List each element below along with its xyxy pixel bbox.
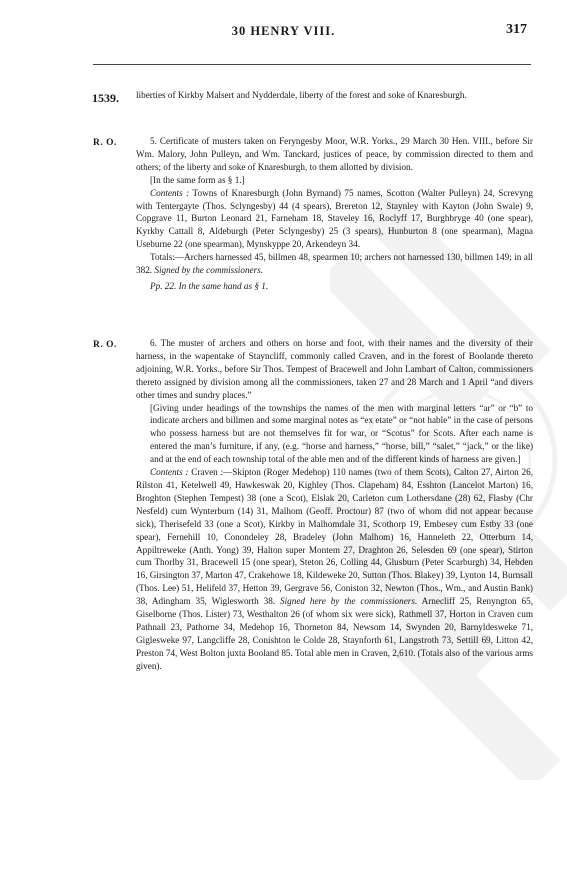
running-head-title: 30 HENRY VIII. bbox=[231, 24, 336, 38]
entry6-editorial-note: [Giving under headings of the townships the names of the men with marginal letters “ar” or “b” to indicate archers and billmen and some marginal notes as “ex etate” or “not hable” in the case of persons who possess harness but are not themselves fit for war, or “Scotus” for Scots. After each name is entered the man’s furniture, if any, (e.g. “horse and harness,” “horse, bill,” “salet,” “jack,” or the like) and at the end of each township total of the able men and of the different kinds of harness are given.] bbox=[150, 402, 533, 465]
year-label: 1539. bbox=[92, 91, 119, 105]
entry6-record-office-ref: R. O. bbox=[93, 340, 117, 350]
entry5-pages-note: Pp. 22. In the same hand as § 1. bbox=[150, 280, 269, 291]
entry6-heading: 6. The muster of archers and others on horse and foot, with their names and the diversity of their harness, in the wapentake of Stayncliff, commonly called Craven, and in the forest of Boolande thereto adjoining, W.R. Yorks., before Sir Thos. Tempest of Bracewell and John Lambart of Calton, commissioners thereto assigned by division among all the commissioners, taken 27 and 28 March and 1 April “and divers other times and sundry places.” bbox=[136, 338, 533, 400]
entry6-contents-part2: Arnecliff 25, Renyngton 65, Giselborne (Thos. Lister) 73, Westhalton 26 (of whom six were sick), Rathmell 37, Horton in Craven cum Pathnall 23, Pathorne 34, Medehop 16, Thorneton 84, Newsom 14, Swynden 20, Barnyldesweke 71, Giglesweke 97, Langcliffe 28, Conishton le Colde 28, Staynforth 61, Langstroth 73, Settill 69, Litton 42, Preston 74, West Bolton juxta Booland 85. Total able men in Craven, 2,610. (Totals also of the various arms given). bbox=[136, 596, 533, 671]
entry5-contents bbox=[136, 187, 533, 252]
entry5-heading: 5. Certificate of musters taken on Feryngesby Moor, W.R. Yorks., 29 March 30 Hen. VIII., before Sir Wm. Malory, John Pulleyn, and Wm. Tanckard, justices of peace, by commission directed to them and others; of the liberty and soke of Knaresburgh, to them allotted by division. bbox=[136, 136, 533, 172]
entry5-contents-text: Towns of Knaresburgh (John Byrnand) 75 names, Scotton (Walter Pulleyn) 24, Screvyng with Tentergayte (Thos. Sclyngesby) 44 (4 spears), Brereton 12, Staynley with Kayton (John Swale) 9, Copgrave 11, Burton Leonard 21, Farneham 18, Staveley 16, Roclyff 17, Burghbryge 40 (one spear), Kyrkby Cattall 8, Aldeburgh (Peter Sclyngesby) 25 (3 spears), Hunburton 8 (one spearman), Magna Useburne 22 (one spearman), Mynskyppe 20, Arkendeyn 34. bbox=[136, 187, 533, 250]
entry5-form-note: [In the same form as § 1.] bbox=[150, 174, 245, 185]
running-head bbox=[0, 22, 567, 42]
entry6-contents-label: Contents : bbox=[150, 467, 189, 478]
entry6-contents-part1: Craven :—Skipton (Roger Medehop) 110 names (two of them Scots), Calton 27, Airton 26, Rilston 41, Ketelwell 49, Hawkeswak 20, Kighley (Thos. Clapeham) 84, Esshton (Lancelot Marton) 16, Broghton (Stephen Tempest) 38 (one a Scot), Elslak 20, Carleton cum Lothersdane (28) 62, Flasby (Chr Nesfeld) cum Wynterburn (14) 31, Malhom (Geoff. Proctour) 87 (two of whom did not appear because sick), Therisefeld 33 (one a Scot), Kirkby in Malhomdale 31, Scothorp 19, Embesey cum Estby 33 (one spear), Fernehill 10, Conondeley 28, Bradeley (John Malhom) 16, Hanneleth 22, Otterburn 14, Appiltreweke (Anth. Yong) 39, Halton super Montem 27, Draghton 26, Selesden 69 (one spear), Stirton cum Thorlby 31, Bracewell 15 (one spear), Steton 26, Colling 44, Glusburn (Peter Scarburgh) 34, Hebden 16, Girsington 37, Marton 47, Crakehowe 18, Kildeweke 20, Sutton (Thos. Blakey) 39, Lynton 14, Burnsall (Thos. Lee) 51, Helifeld 37, Hetton 39, Gergrave 56, Coniston 32, Newton (Thos., Wm., and Austin Bank) 38, Adingham 35, Wiglesworth 38. bbox=[136, 467, 534, 607]
entry5-record-office-ref: R. O. bbox=[93, 138, 117, 148]
page-number: 317 bbox=[506, 22, 527, 37]
entry6-signed: Signed here by the commissioners. bbox=[279, 596, 418, 607]
header-rule bbox=[93, 64, 531, 65]
continuation-paragraph: liberties of Kirkby Malsert and Nydderdale, liberty of the forest and soke of Knaresburgh. bbox=[136, 90, 467, 100]
entry6-block bbox=[136, 337, 533, 673]
entry5-totals-text: Totals:—Archers harnessed 45, billmen 48, spearmen 10; archers not harnessed 130, billmen 149; in all 382. bbox=[136, 252, 533, 276]
entry6-contents bbox=[136, 466, 533, 673]
continuation-text bbox=[136, 89, 533, 102]
entry5-totals bbox=[136, 251, 533, 277]
entry5-contents-label: Contents : bbox=[150, 187, 190, 198]
entry5-block bbox=[136, 135, 533, 293]
entry5-signed: Signed by the commissioners. bbox=[154, 265, 264, 276]
